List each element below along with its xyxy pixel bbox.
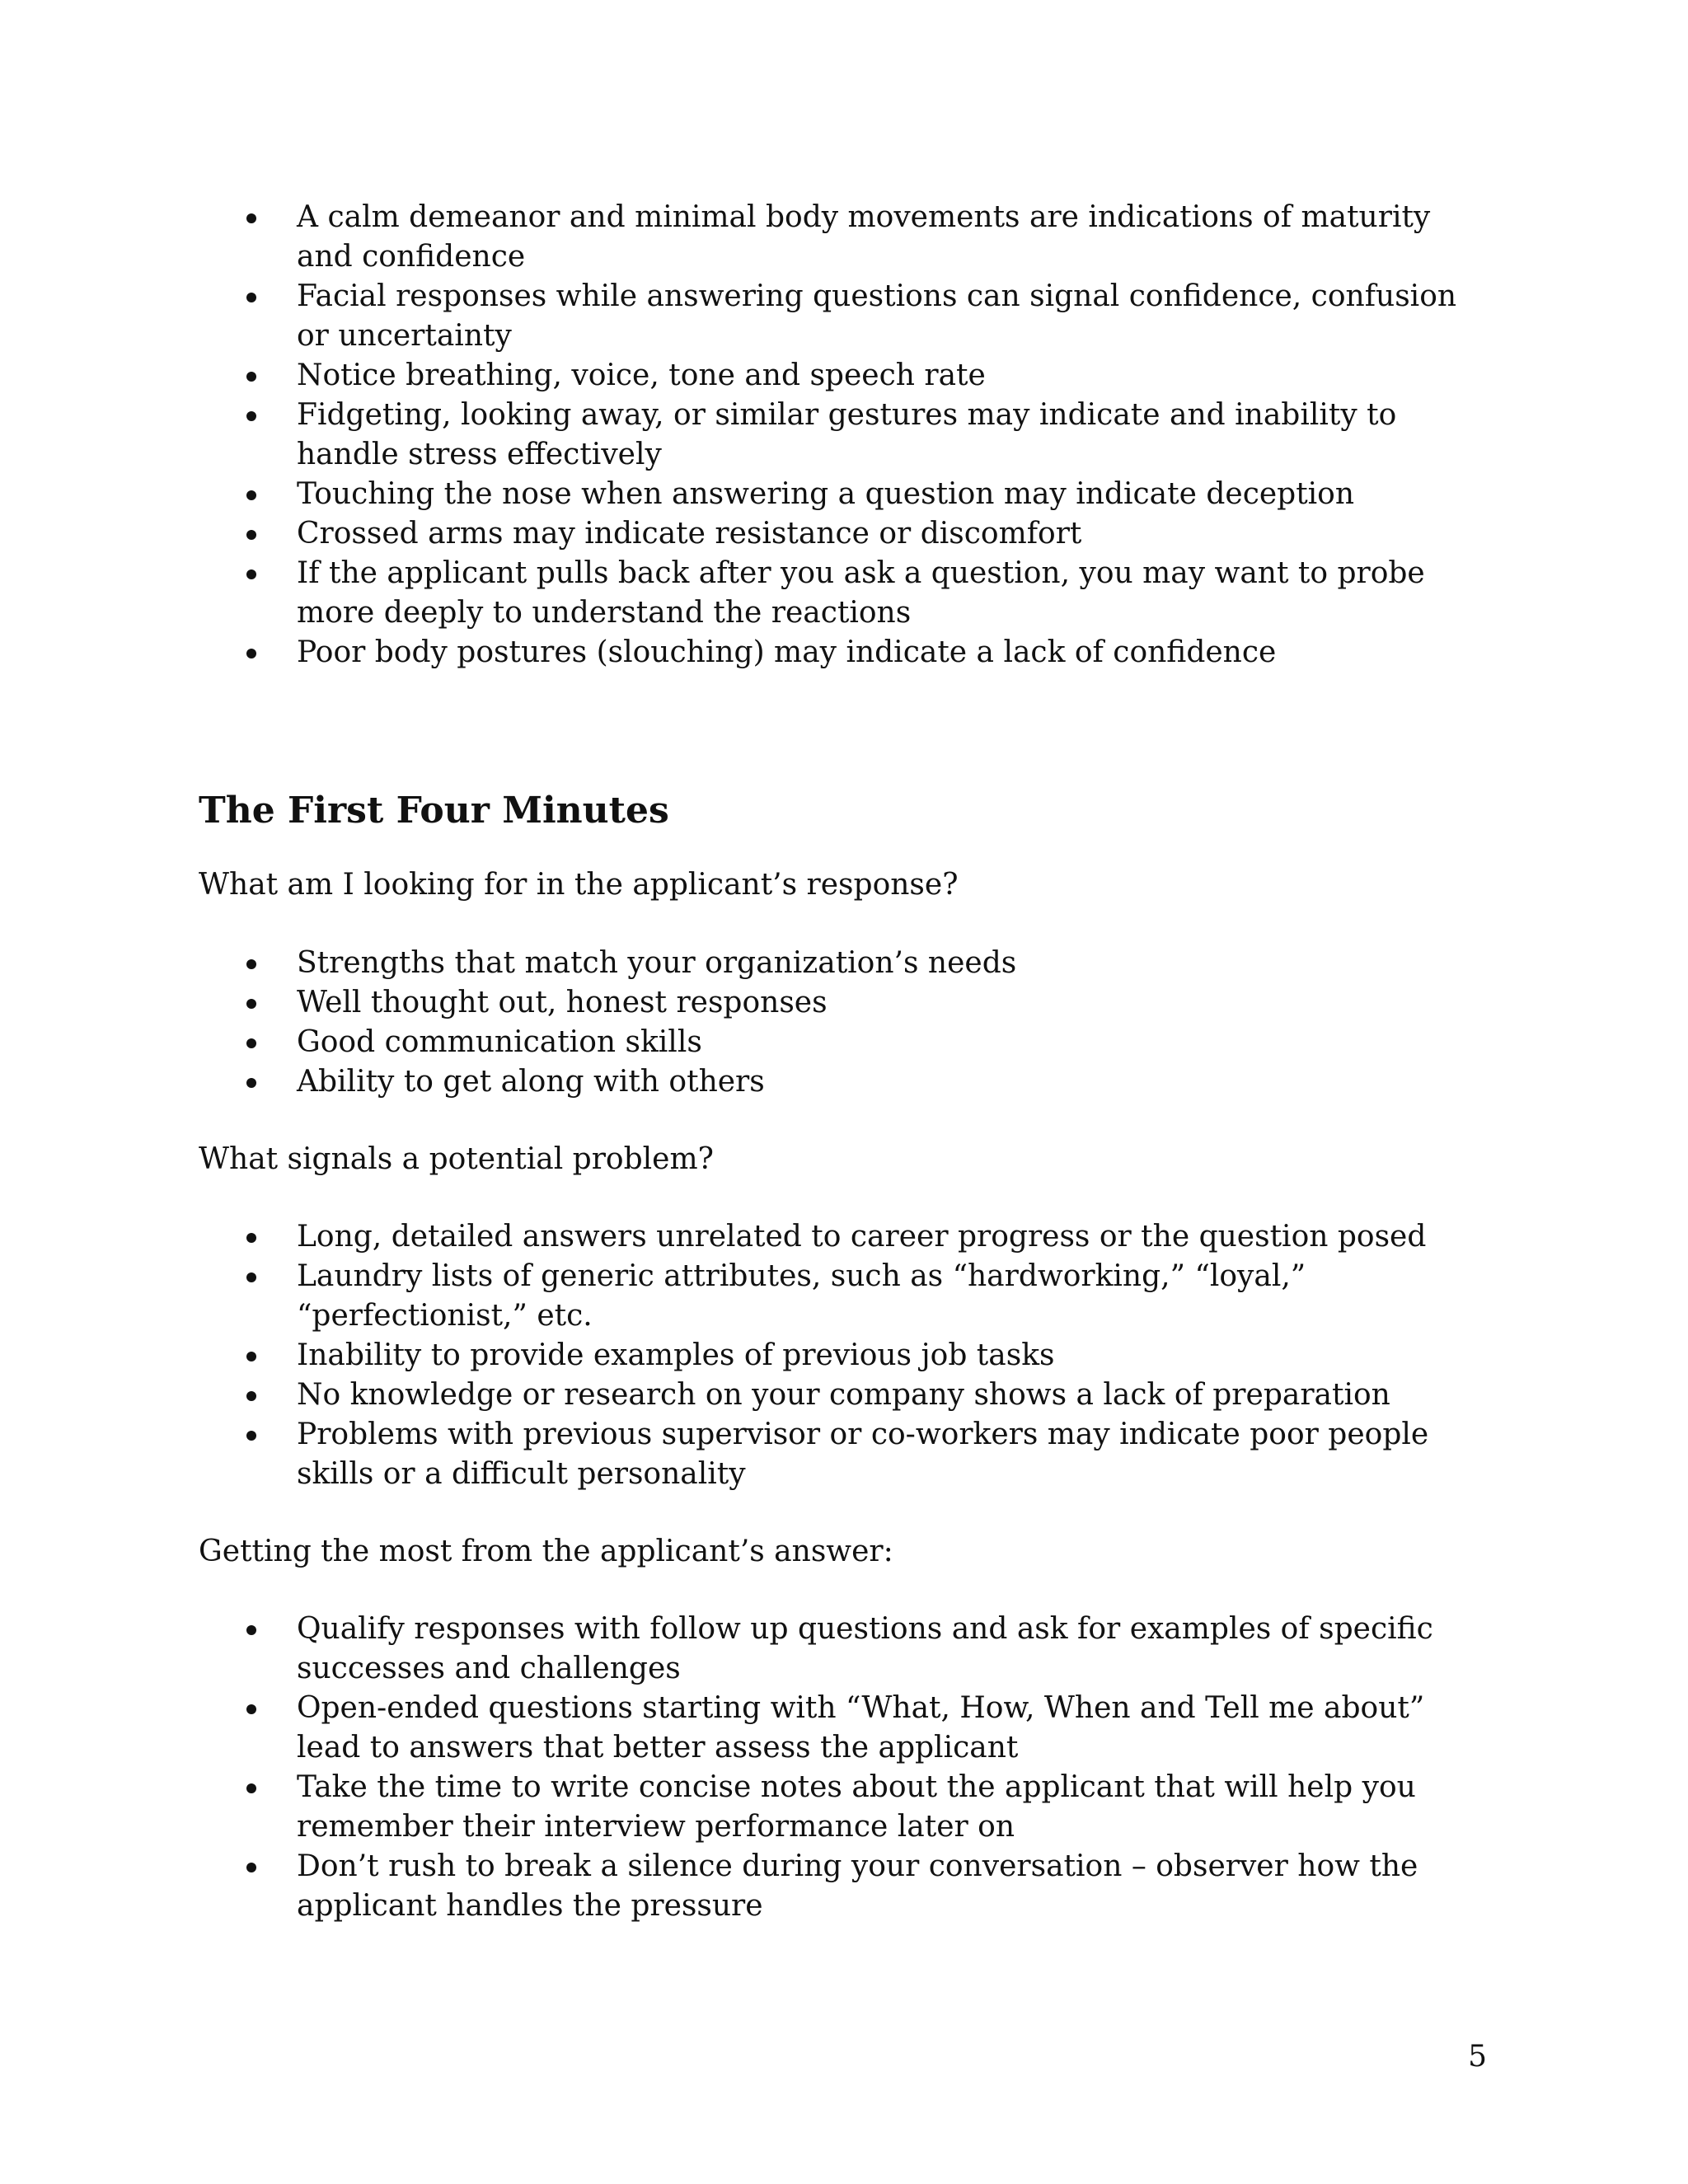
list-item-text: Don’t rush to break a silence during your conversation – observer how the applicant handles the pressure [297,1849,1418,1923]
list-item [199,1768,1484,1847]
bullet-icon [246,372,256,382]
list-item-text: Notice breathing, voice, tone and speech rate [297,359,986,392]
body-language-list [199,198,1484,673]
list-item [199,1023,1484,1062]
list-item-text: Problems with previous supervisor or co-workers may indicate poor people skills or a difficult personality [297,1418,1429,1491]
list-item-text: If the applicant pulls back after you ask a question, you may want to probe more deeply to understand the reactions [297,556,1425,630]
question-problem: What signals a potential problem? [199,1142,714,1176]
page-content [199,198,1484,1926]
list-item [199,396,1484,475]
list-item [199,944,1484,983]
bullet-icon [246,490,256,500]
list-item [199,633,1484,673]
question-most: Getting the most from the applicant’s answer: [199,1535,893,1568]
bullet-icon [246,649,256,658]
list-item [199,1376,1484,1415]
bullet-icon [246,293,256,302]
list-item [199,475,1484,514]
list-item [199,1257,1484,1336]
list-item [199,1689,1484,1768]
list-item-text: Open-ended questions starting with “What, How, When and Tell me about” lead to answers that better assess the applicant [297,1691,1425,1765]
bullet-icon [246,569,256,579]
bullet-icon [246,213,256,223]
list-item [199,514,1484,554]
bullet-icon [246,959,256,969]
list-item-text: Ability to get along with others [297,1065,765,1099]
bullet-icon [246,1233,256,1243]
section-heading: The First Four Minutes [199,790,669,832]
bullet-icon [246,1783,256,1793]
bullet-icon [246,411,256,421]
list-item [199,1415,1484,1494]
list-item [199,1062,1484,1102]
bullet-icon [246,1704,256,1714]
bullet-icon [246,1352,256,1361]
list-item [199,1336,1484,1376]
list-item-text: A calm demeanor and minimal body movements are indications of maturity and confidence [297,200,1431,274]
page-number: 5 [1468,2040,1487,2074]
list-item-text: Good communication skills [297,1025,702,1059]
list-item [199,356,1484,396]
list-item-text: Strengths that match your organization’s needs [297,946,1017,980]
list-item-text: Inability to provide examples of previous job tasks [297,1338,1055,1372]
bullet-icon [246,1038,256,1048]
list-item [199,554,1484,633]
bullet-icon [246,1391,256,1401]
list-item [199,1847,1484,1926]
list-item-text: Touching the nose when answering a question may indicate deception [297,477,1355,511]
question-looking-for: What am I looking for in the applicant’s response? [199,868,959,902]
list-item [199,198,1484,277]
list-item-text: Poor body postures (slouching) may indicate a lack of confidence [297,635,1277,669]
bullet-icon [246,1272,256,1282]
bullet-icon [246,1431,256,1441]
most-list [199,1610,1484,1926]
list-item [199,277,1484,356]
list-item-text: Fidgeting, looking away, or similar gestures may indicate and inability to handle stress effectively [297,398,1397,471]
list-item [199,1217,1484,1257]
list-item-text: Take the time to write concise notes about the applicant that will help you remember their interview performance later on [297,1770,1416,1844]
list-item-text: Crossed arms may indicate resistance or discomfort [297,517,1082,551]
list-item-text: Well thought out, honest responses [297,986,828,1019]
list-item-text: Facial responses while answering questions can signal confidence, confusion or uncertainty [297,279,1457,353]
bullet-icon [246,1625,256,1635]
list-item-text: Laundry lists of generic attributes, such as “hardworking,” “loyal,” “perfectionist,” etc. [297,1259,1306,1333]
problem-list [199,1217,1484,1494]
list-item-text: Qualify responses with follow up questions and ask for examples of specific successes and challenges [297,1612,1433,1685]
list-item [199,1610,1484,1689]
list-item-text: Long, detailed answers unrelated to career progress or the question posed [297,1220,1427,1254]
bullet-icon [246,1863,256,1872]
list-item [199,983,1484,1023]
bullet-icon [246,1078,256,1088]
looking-for-list [199,944,1484,1102]
list-item-text: No knowledge or research on your company shows a lack of preparation [297,1378,1390,1412]
bullet-icon [246,530,256,540]
bullet-icon [246,999,256,1009]
